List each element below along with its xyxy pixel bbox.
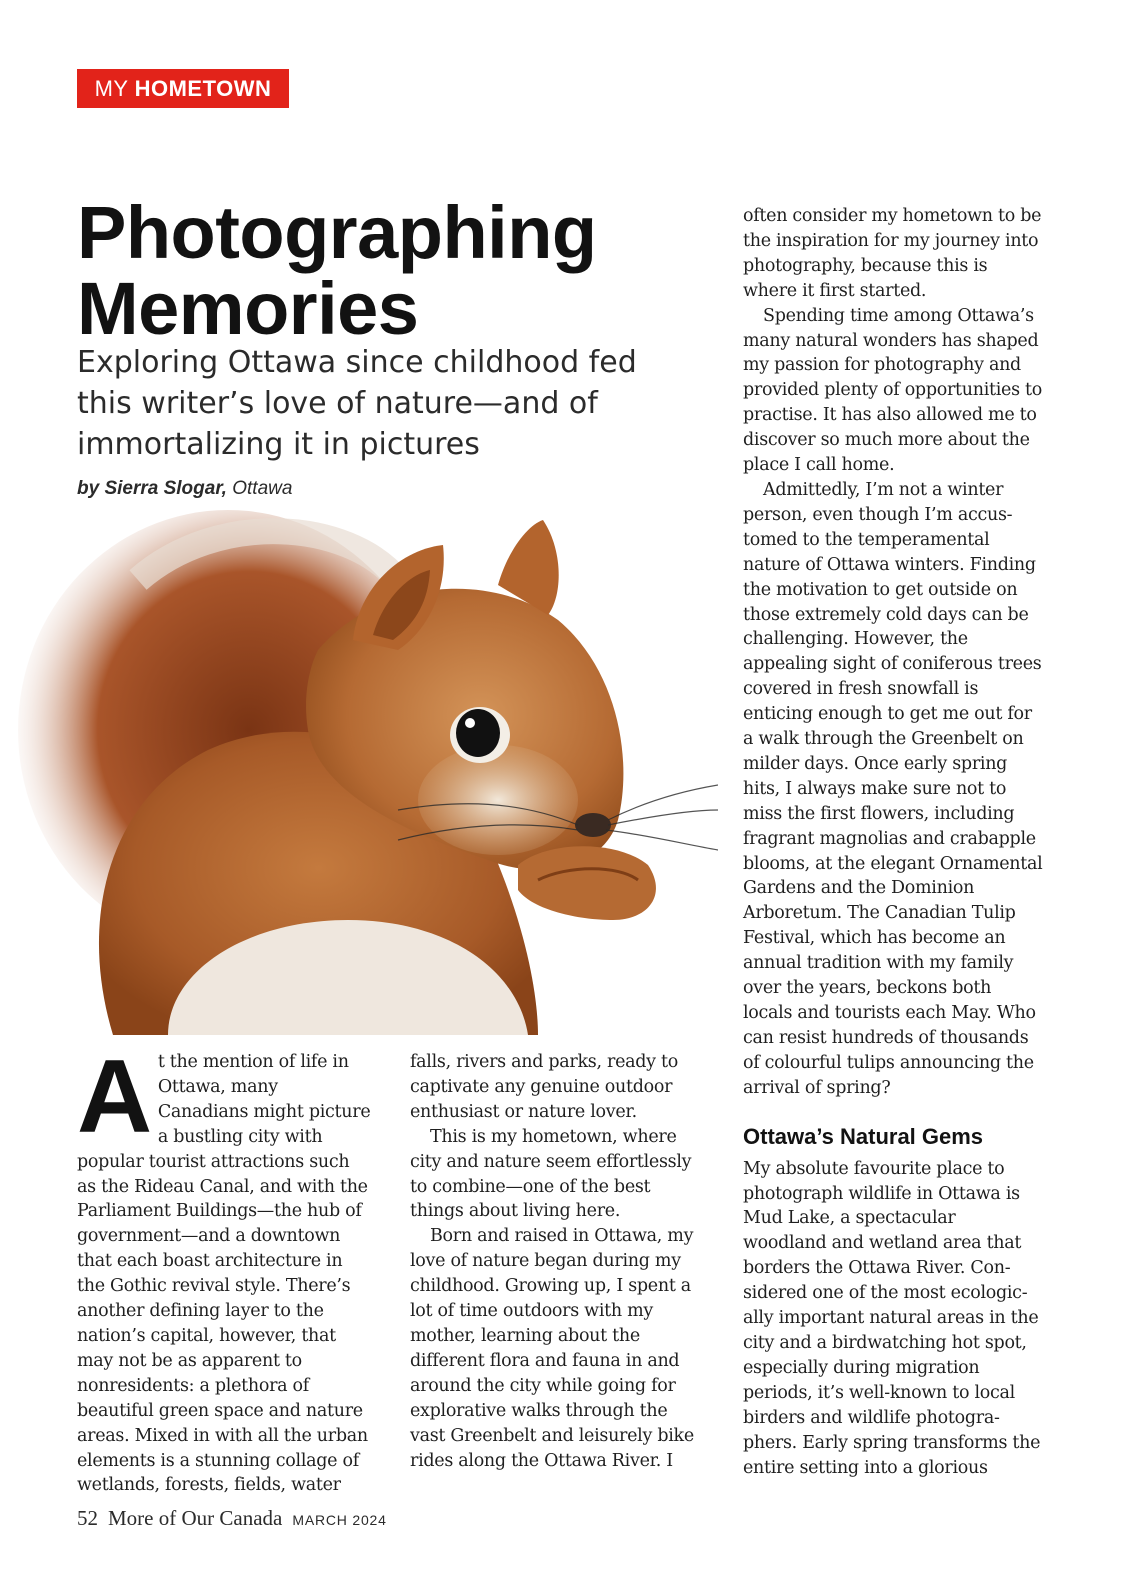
byline bbox=[77, 478, 292, 500]
paragraph-6: My absolute favourite place to photograph wildlife in Ottawa is Mud Lake, a spectacular woodland and wetland area that borders the Ottawa River. Considered one of the most ecologically important natural areas in the city and a birdwatching hot spot, especially during migration periods, it’s well-known to local birders and wildlife photographers. Early spring transforms the entire setting into a glorious bbox=[743, 1158, 1041, 1478]
body-column-3 bbox=[743, 204, 1043, 1480]
title-line-1: Photographing bbox=[77, 191, 597, 274]
paragraph-1-text: t the mention of life in Ottawa, many Canadians might picture a bustling city with popular tourist attractions such as the Rideau Canal, and with the Parliament Buildings—the hub of government—and a downtown that each boast architecture in the Gothic revival style. There’s another defining layer to the nation’s capital, however, that may not be as apparent to nonresidents: a plethora of beautiful green space and nature areas. Mixed in with all the urban elements is a stunning collage of wetlands, forests, fields, water bbox=[77, 1052, 371, 1496]
issue-date: MARCH 2024 bbox=[292, 1512, 387, 1528]
paragraph-1-continued: falls, rivers and parks, ready to captivate any genuine outdoor enthusiast or nature lover. bbox=[410, 1052, 678, 1122]
section-tag-prefix: MY bbox=[94, 75, 129, 101]
paragraph-5: Admittedly, I’m not a winter person, even though I’m accustomed to the temperamental nature of Ottawa winters. Finding the motivation to get outside on those extremely cold days can be challenging. However, the appealing sight of coniferous trees covered in fresh snowfall is enticing enough to get me out for a walk through the Greenbelt on milder days. Once early spring hits, I always make sure not to miss the first flowers, including fragrant magnolias and crabapple blooms, at the elegant Ornamental Gardens and the Dominion Arboretum. The Canadian Tulip Festival, which has become an annual tradition with my family over the years, beckons both locals and tourists each May. Who can resist hundreds of thousands of colourful tulips announcing the arrival of spring? bbox=[743, 479, 1043, 1098]
byline-location: Ottawa bbox=[232, 478, 293, 499]
drop-cap: A bbox=[77, 1039, 152, 1155]
paragraph-2: This is my hometown, where city and nature seem effortlessly to combine—one of the best things about living here. bbox=[410, 1126, 692, 1222]
body-column-1 bbox=[77, 1039, 373, 1498]
article-subtitle: Exploring Ottawa since childhood fed this writer’s love of nature—and of immortalizing it in pictures bbox=[77, 345, 637, 462]
eye bbox=[456, 709, 500, 757]
title-line-2: Memories bbox=[77, 267, 419, 350]
section-tag bbox=[77, 69, 289, 108]
paragraph-4: Spending time among Ottawa’s many natural wonders has shaped my passion for photography and provided plenty of opportunities to practise. It has also allowed me to discover so much more about the place I call home. bbox=[743, 305, 1043, 476]
magazine-name: More of Our Canada bbox=[108, 1506, 283, 1530]
byline-author: by Sierra Slogar, bbox=[77, 478, 227, 499]
page-number: 52 bbox=[77, 1506, 98, 1530]
paragraph-3-continued: often consider my hometown to be the inspiration for my journey into photography, because this is where it first started. bbox=[743, 206, 1042, 301]
body-column-2 bbox=[410, 1050, 706, 1473]
paragraph-3: Born and raised in Ottawa, my love of nature began during my childhood. Growing up, I spent a lot of time outdoors with my mother, learning about the different flora and fauna in and around the city while going for explorative walks through the vast Greenbelt and leisurely bike rides along the Ottawa River. I bbox=[410, 1226, 694, 1471]
subheading: Ottawa’s Natural Gems bbox=[743, 1123, 984, 1149]
section-tag-bold: HOMETOWN bbox=[134, 75, 272, 101]
paragraph-1 bbox=[77, 1039, 373, 1498]
article-title bbox=[77, 191, 717, 350]
page-footer bbox=[77, 1506, 387, 1531]
paws bbox=[518, 846, 656, 920]
squirrel-photo bbox=[18, 500, 718, 1035]
